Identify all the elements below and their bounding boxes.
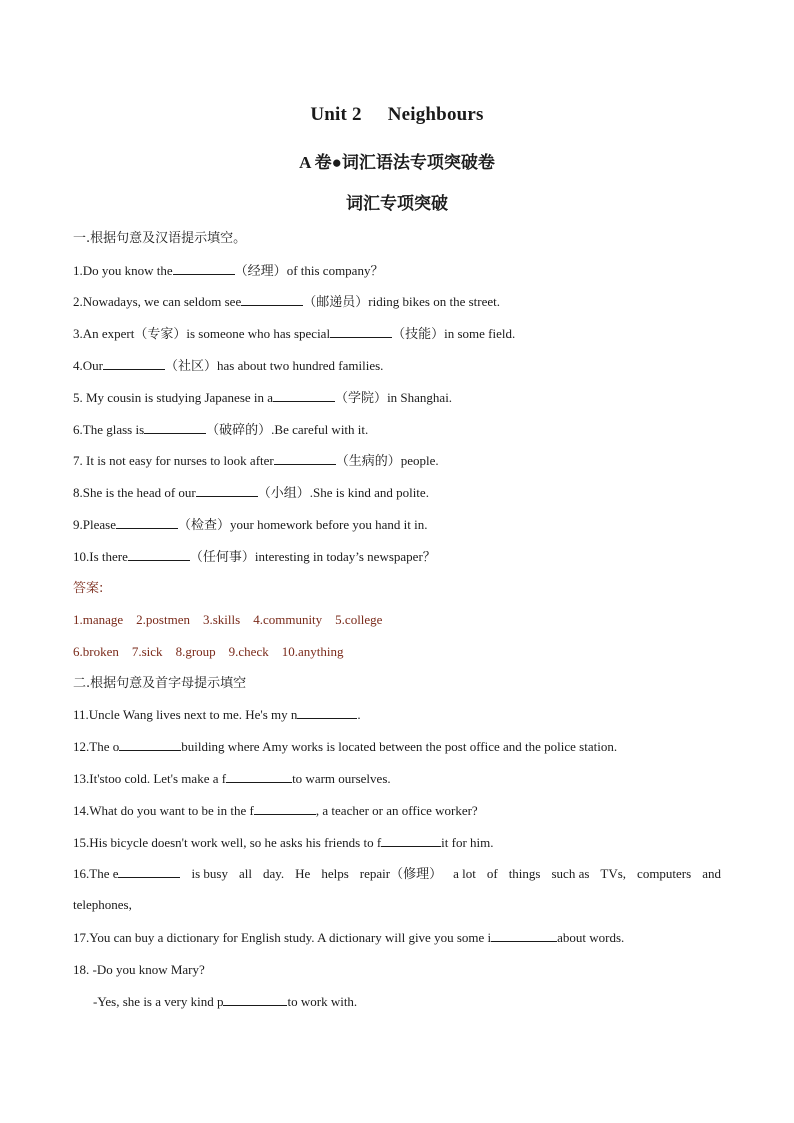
question-15: 15.His bicycle doesn't work well, so he asks his friends to f it for him. [73, 835, 494, 850]
q16-start: 16.The e [73, 858, 180, 889]
section2-title: 二.根据句意及首字母提示填空 [73, 676, 247, 691]
answer-blank[interactable] [118, 866, 180, 878]
answer-row-1 [73, 612, 395, 628]
answer-blank[interactable] [297, 707, 357, 719]
question-6: 6.The glass is （破碎的）.Be careful with it. [73, 422, 369, 437]
question-11: 11.Uncle Wang lives next to me. He's my n . [73, 707, 361, 722]
answer-blank[interactable] [116, 517, 178, 529]
answer-blank[interactable] [491, 930, 557, 942]
answer-blank[interactable] [223, 994, 287, 1006]
answer-blank[interactable] [274, 453, 336, 465]
answer-blank[interactable] [226, 771, 292, 783]
answer-item: 6.broken [73, 644, 119, 659]
answer-item: 4.community [253, 612, 323, 627]
answer-blank[interactable] [381, 835, 441, 847]
answer-item: 3.skills [202, 612, 241, 627]
answer-blank[interactable] [254, 803, 316, 815]
answer-blank[interactable] [128, 549, 190, 561]
section-subtitle: 词汇专项突破 [346, 194, 448, 213]
answer-blank[interactable] [144, 422, 206, 434]
question-7: 7. It is not easy for nurses to look after （生病的）people. [73, 453, 439, 468]
answer-blank[interactable] [330, 326, 392, 338]
answer-blank[interactable] [173, 263, 235, 275]
answer-item: 10.anything [281, 644, 344, 659]
unit-number: Unit 2 [310, 104, 362, 125]
answer-label: 答案: [73, 581, 104, 596]
unit-title [0, 104, 794, 126]
question-18: 18. -Do you know Mary? [73, 962, 205, 977]
answer-blank[interactable] [241, 294, 303, 306]
answer-item: 2.postmen [136, 612, 190, 627]
question-16-line-1: 16.The e is busy all day. He helps repair（修理） a lot of things such as TVs, computers and [73, 858, 721, 889]
question-13: 13.It'stoo cold. Let's make a f to warm ourselves. [73, 771, 391, 786]
question-17: 17.You can buy a dictionary for English study. A dictionary will give you some i about words. [73, 930, 625, 945]
question-2: 2.Nowadays, we can seldom see （邮递员）riding bikes on the street. [73, 294, 501, 309]
question-8: 8.She is the head of our （小组）.She is kind and polite. [73, 485, 429, 500]
answer-item: 9.check [228, 644, 269, 659]
question-18-answer: -Yes, she is a very kind p to work with. [93, 994, 358, 1009]
answer-item: 8.group [175, 644, 216, 659]
question-9: 9.Please （检查）your homework before you hand it in. [73, 517, 428, 532]
paper-title: A 卷●词汇语法专项突破卷 [299, 153, 495, 172]
question-1: 1.Do you know the （经理）of this company？ [73, 263, 384, 278]
answer-item: 7.sick [131, 644, 163, 659]
answer-blank[interactable] [103, 358, 165, 370]
answer-blank[interactable] [196, 485, 258, 497]
answer-blank[interactable] [119, 739, 181, 751]
answer-item: 5.college [335, 612, 383, 627]
question-4: 4.Our （社区）has about two hundred families. [73, 358, 384, 373]
question-14: 14.What do you want to be in the f , a teacher or an office worker? [73, 803, 478, 818]
unit-topic: Neighbours [387, 104, 484, 125]
answer-item: 1.manage [73, 612, 124, 627]
question-5: 5. My cousin is studying Japanese in a （学院）in Shanghai. [73, 390, 453, 405]
section1-title: 一.根据句意及汉语提示填空。 [73, 231, 247, 246]
question-16-line-2: telephones, [73, 897, 132, 912]
question-12: 12.The o building where Amy works is located between the post office and the police station. [73, 739, 618, 754]
answer-blank[interactable] [273, 390, 335, 402]
answer-row-2 [73, 644, 356, 660]
question-10: 10.Is there （任何事）interesting in today’s newspaper？ [73, 549, 436, 564]
question-16 [73, 858, 721, 920]
question-3: 3.An expert（专家）is someone who has special （技能）in some field. [73, 326, 516, 341]
